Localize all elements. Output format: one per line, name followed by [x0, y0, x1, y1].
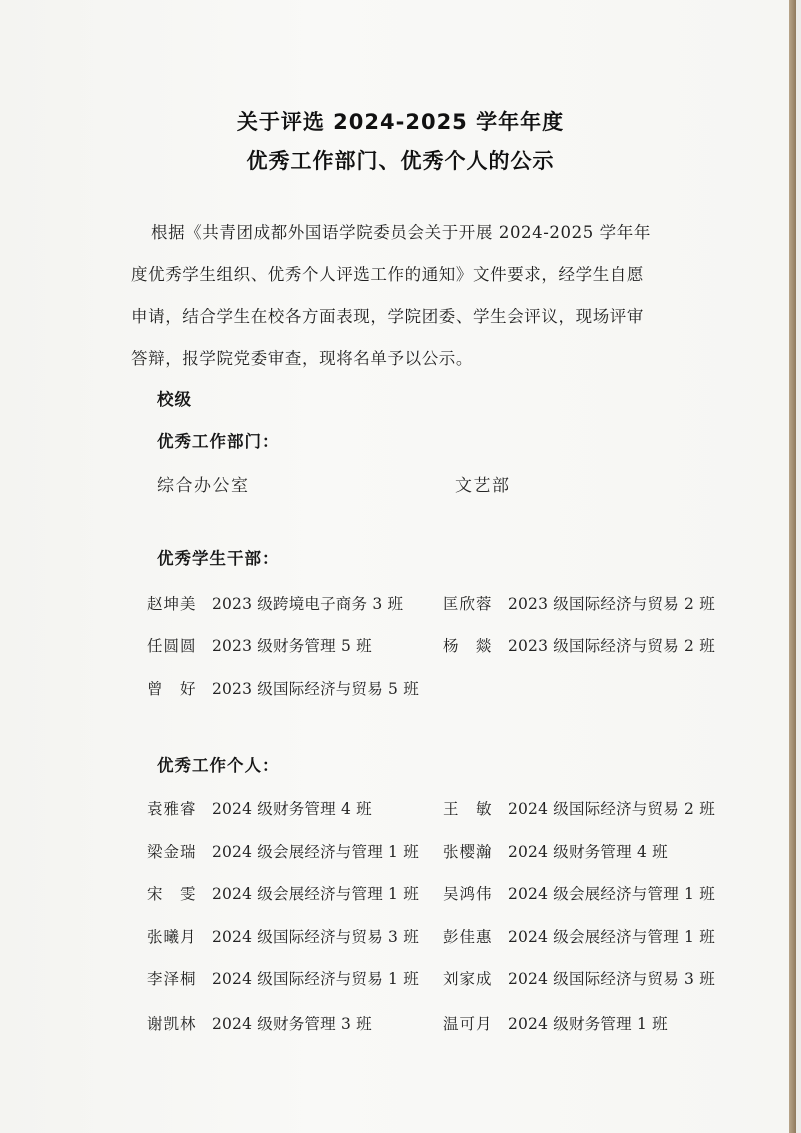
- intro-line: 答辩，报学院党委审查，现将名单予以公示。: [131, 349, 473, 368]
- person-class: 2023 级国际经济与贸易 2 班: [507, 637, 715, 655]
- individual-entry: [147, 882, 419, 904]
- person-class: 2024 级财务管理 4 班: [211, 800, 372, 818]
- individual-entry: [443, 882, 715, 904]
- individual-entry: [443, 1012, 668, 1034]
- person-name: 张曦月: [147, 928, 197, 946]
- individual-entry: [147, 967, 419, 989]
- person-class: 2024 级国际经济与贸易 1 班: [211, 970, 419, 988]
- person-class: 2024 级会展经济与管理 1 班: [507, 885, 715, 903]
- person-name: 任圆圆: [147, 637, 197, 655]
- cadre-entry: [147, 634, 372, 656]
- individual-entry: [443, 840, 668, 862]
- person-name: 谢凯林: [147, 1015, 197, 1033]
- person-name: 吴鸿伟: [443, 885, 493, 903]
- intro-line: 度优秀学生组织、优秀个人评选工作的通知》文件要求，经学生自愿: [131, 265, 644, 284]
- cadre-entry: [443, 592, 715, 614]
- person-name: 张樱瀚: [443, 843, 493, 861]
- person-class: 2024 级国际经济与贸易 3 班: [507, 970, 715, 988]
- person-name: 彭佳惠: [443, 928, 493, 946]
- person-name: 杨 燚: [443, 637, 493, 655]
- person-class: 2024 级国际经济与贸易 2 班: [507, 800, 715, 818]
- person-name: 李泽桐: [147, 970, 197, 988]
- section-heading-departments: 优秀工作部门：: [157, 432, 280, 451]
- individual-entry: [147, 840, 419, 862]
- person-name: 赵坤美: [147, 595, 197, 613]
- person-class: 2024 级会展经济与管理 1 班: [211, 843, 419, 861]
- title-line-2: 优秀工作部门、优秀个人的公示: [246, 149, 555, 173]
- intro-line: 根据《共青团成都外国语学院委员会关于开展 2024-2025 学年年: [151, 223, 651, 242]
- person-name: 王 敏: [443, 800, 493, 818]
- individual-entry: [147, 797, 372, 819]
- person-name: 宋 雯: [147, 885, 197, 903]
- person-class: 2023 级国际经济与贸易 5 班: [211, 680, 419, 698]
- cadre-entry: [147, 592, 403, 614]
- person-name: 曾 好: [147, 680, 197, 698]
- intro-line: 申请，结合学生在校各方面表现，学院团委、学生会评议，现场评审: [131, 307, 644, 326]
- individual-entry: [443, 967, 715, 989]
- person-name: 刘家成: [443, 970, 493, 988]
- person-class: 2024 级会展经济与管理 1 班: [211, 885, 419, 903]
- person-name: 梁金瑞: [147, 843, 197, 861]
- department-item: 文艺部: [455, 476, 511, 496]
- person-class: 2023 级跨境电子商务 3 班: [211, 595, 404, 613]
- section-heading-cadres: 优秀学生干部：: [157, 549, 280, 568]
- person-name: 袁雅睿: [147, 800, 197, 818]
- individual-entry: [147, 1012, 372, 1034]
- section-heading-individuals: 优秀工作个人：: [157, 756, 280, 775]
- person-class: 2024 级会展经济与管理 1 班: [507, 928, 715, 946]
- person-class: 2024 级财务管理 1 班: [507, 1015, 668, 1033]
- person-class: 2023 级国际经济与贸易 2 班: [507, 595, 715, 613]
- individual-entry: [443, 797, 715, 819]
- person-name: 温可月: [443, 1015, 493, 1033]
- person-name: 匡欣蓉: [443, 595, 493, 613]
- person-class: 2023 级财务管理 5 班: [211, 637, 372, 655]
- department-item: 综合办公室: [157, 476, 250, 496]
- individual-entry: [147, 925, 419, 947]
- person-class: 2024 级财务管理 3 班: [211, 1015, 372, 1033]
- level-label: 校级: [157, 390, 192, 409]
- cadre-entry: [443, 634, 715, 656]
- title-line-1: 关于评选 2024-2025 学年年度: [236, 110, 565, 134]
- cadre-entry: [147, 677, 419, 699]
- individual-entry: [443, 925, 715, 947]
- person-class: 2024 级财务管理 4 班: [507, 843, 668, 861]
- person-class: 2024 级国际经济与贸易 3 班: [211, 928, 419, 946]
